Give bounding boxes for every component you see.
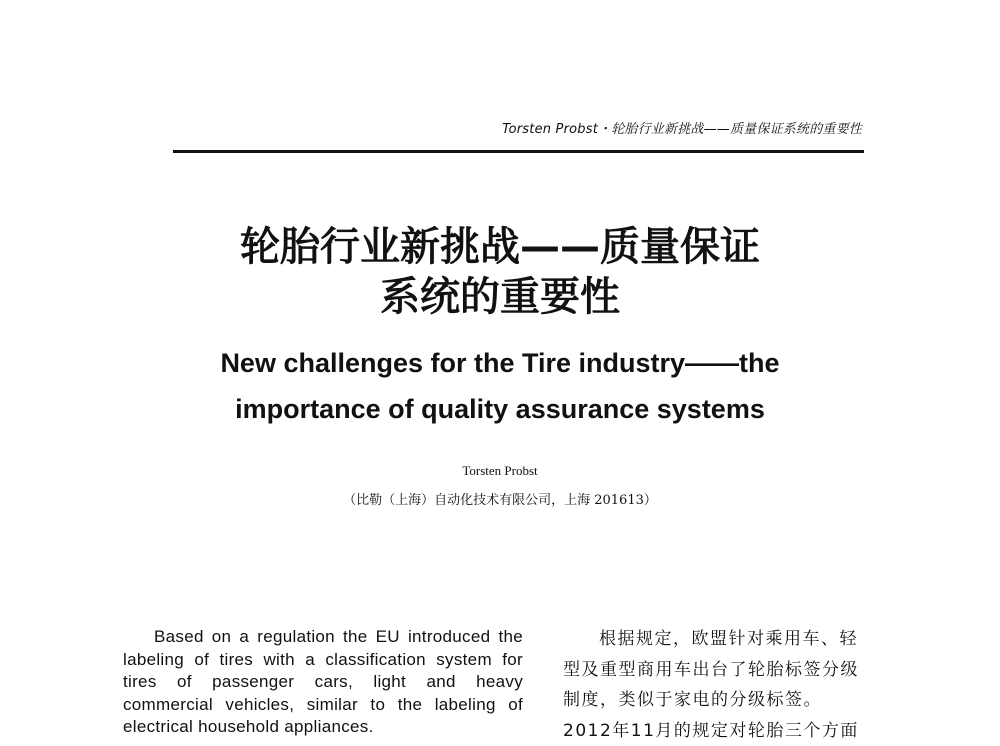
author-affiliation: （比勒（上海）自动化技术有限公司，上海 201613） (343, 493, 657, 508)
chinese-title-line-2: 系统的重要性 (380, 274, 620, 320)
english-title-line-1: New challenges for the Tire industry——the (220, 348, 780, 378)
english-body-paragraph: Based on a regulation the EU introduced the labeling of tires with a classification system for tires of passenger cars, light and heavy commercial vehicles, similar to the labeling of electrical household appliances. (123, 627, 523, 736)
chinese-title (0, 222, 1000, 322)
english-body-column (123, 626, 523, 739)
header-rule (173, 150, 864, 153)
author-name: Torsten Probst (462, 463, 538, 478)
english-title-line-2: importance of quality assurance systems (235, 394, 765, 424)
chinese-body-paragraph: 根据规定，欧盟针对乘用车、轻型及重型商用车出台了轮胎标签分级制度，类似于家电的分级标签。2012年11月的规定对轮胎三个方面 (563, 629, 859, 741)
chinese-title-line-1: 轮胎行业新挑战——质量保证 (240, 224, 760, 270)
running-header: Torsten Probst・轮胎行业新挑战——质量保证系统的重要性 (502, 122, 862, 137)
chinese-body-column (563, 624, 868, 746)
english-title (0, 340, 1000, 432)
